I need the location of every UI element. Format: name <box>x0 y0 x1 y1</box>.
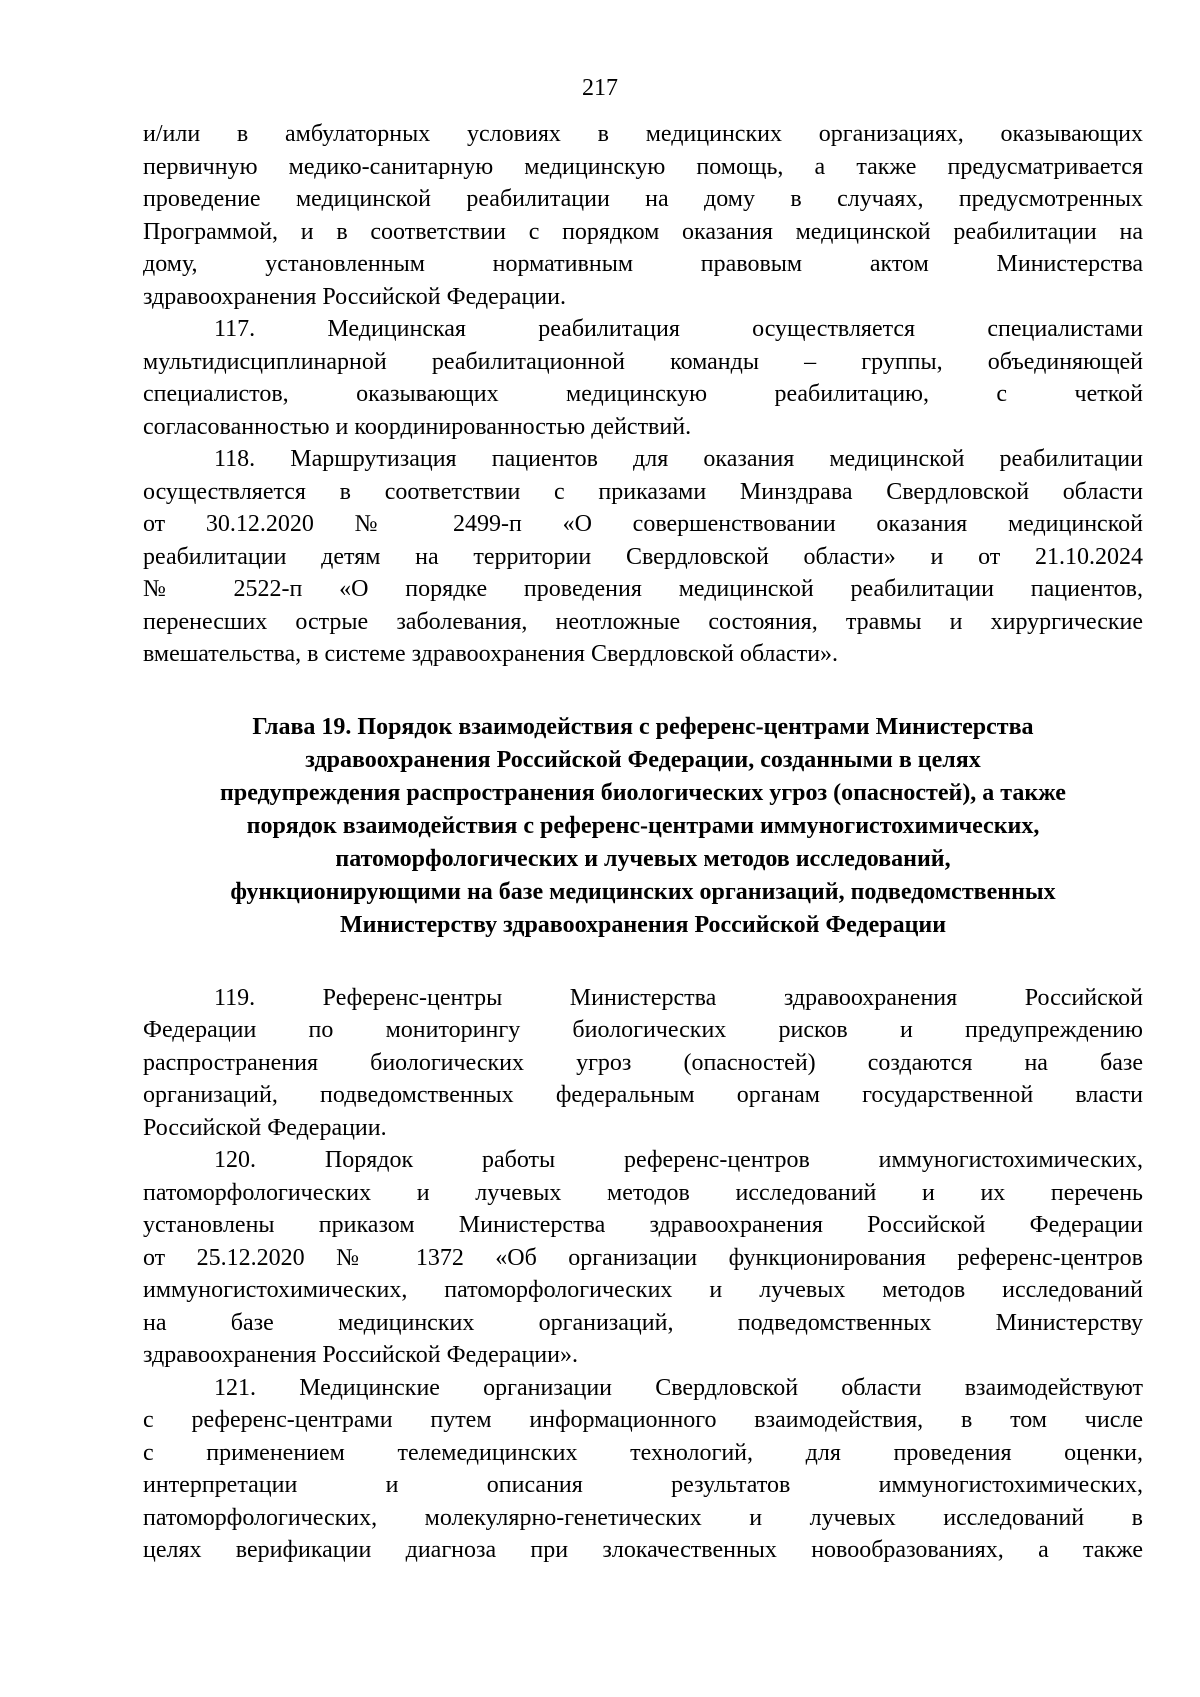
text-line: 117. Медицинская реабилитация осуществляется специалистами <box>214 316 1143 342</box>
heading-line: порядок взаимодействия с референс-центрами иммуногистохимических, <box>246 812 1040 839</box>
paragraph-118 <box>143 443 1143 671</box>
text-line: здравоохранения Российской Федерации». <box>143 1342 578 1368</box>
text-line: патоморфологических, молекулярно-генетических и лучевых исследований в <box>143 1504 1143 1531</box>
text-line: с применением телемедицинских технологий, для проведения оценки, <box>143 1439 1143 1466</box>
chapter-heading <box>143 711 1143 942</box>
text-line: с референс-центрами путем информационного взаимодействия, в том числе <box>143 1407 1143 1433</box>
text-line: вмешательства, в системе здравоохранения Свердловской области». <box>143 641 839 667</box>
text-line: согласованностью и координированностью действий. <box>143 413 692 440</box>
text-line: здравоохранения Российской Федерации. <box>143 283 566 310</box>
heading-line: Министерству здравоохранения Российской Федерации <box>339 911 947 938</box>
text-line: Программой, и в соответствии с порядком оказания медицинской реабилитации на <box>143 218 1143 245</box>
paragraph-117 <box>143 313 1143 443</box>
text-line: проведение медицинской реабилитации на дому в случаях, предусмотренных <box>143 186 1143 212</box>
text-line: от 30.12.2020 № 2499-п «О совершенствовании оказания медицинской <box>143 511 1143 537</box>
text-line: специалистов, оказывающих медицинскую реабилитацию, с четкой <box>143 381 1143 407</box>
text-line: осуществляется в соответствии с приказами Минздрава Свердловской области <box>143 478 1143 505</box>
text-line: на базе медицинских организаций, подведомственных Министерству <box>143 1309 1143 1336</box>
heading-line: функционирующими на базе медицинских организаций, подведомственных <box>230 878 1056 905</box>
heading-line: предупреждения распространения биологических угроз (опасностей), а также <box>220 779 1066 806</box>
page-number: 217 <box>582 75 618 101</box>
text-line: организаций, подведомственных федеральным органам государственной власти <box>143 1082 1143 1108</box>
text-line: дому, установленным нормативным правовым актом Министерства <box>143 251 1143 277</box>
text-line: 118. Маршрутизация пациентов для оказания медицинской реабилитации <box>214 446 1143 472</box>
text-line: установлены приказом Министерства здравоохранения Российской Федерации <box>143 1212 1143 1238</box>
text-line: иммуногистохимических, патоморфологических и лучевых методов исследований <box>143 1277 1143 1303</box>
heading-line: Глава 19. Порядок взаимодействия с референс-центрами Министерства <box>252 713 1034 740</box>
paragraph-120 <box>143 1144 1143 1372</box>
text-line: перенесших острые заболевания, неотложные состояния, травмы и хирургические <box>143 608 1143 635</box>
text-line: 119. Референс-центры Министерства здравоохранения Российской <box>214 984 1143 1011</box>
text-line: 120. Порядок работы референс-центров иммуногистохимических, <box>214 1147 1143 1173</box>
text-line: Российской Федерации. <box>143 1114 387 1141</box>
text-line: первичную медико-санитарную медицинскую помощь, а также предусматривается <box>143 153 1143 180</box>
text-line: 121. Медицинские организации Свердловской области взаимодействуют <box>214 1374 1143 1401</box>
text-line: распространения биологических угроз (опасностей) создаются на базе <box>143 1049 1143 1076</box>
paragraph-119 <box>143 982 1143 1145</box>
text-line: и/или в амбулаторных условиях в медицинских организациях, оказывающих <box>143 121 1143 147</box>
document-body <box>143 118 1143 1567</box>
paragraph-121 <box>143 1372 1143 1567</box>
text-line: от 25.12.2020 № 1372 «Об организации функционирования референс-центров <box>143 1244 1143 1271</box>
text-line: целях верификации диагноза при злокачественных новообразованиях, а также <box>143 1537 1143 1563</box>
text-line: реабилитации детям на территории Свердловской области» и от 21.10.2024 <box>143 543 1143 570</box>
heading-line: здравоохранения Российской Федерации, созданными в целях <box>305 746 981 773</box>
text-line: патоморфологических и лучевых методов исследований и их перечень <box>143 1179 1143 1206</box>
text-line: мультидисциплинарной реабилитационной команды – группы, объединяющей <box>143 348 1143 375</box>
text-line: Федерации по мониторингу биологических рисков и предупреждению <box>143 1017 1143 1043</box>
text-line: интерпретации и описания результатов иммуногистохимических, <box>143 1472 1143 1498</box>
heading-line: патоморфологических и лучевых методов исследований, <box>335 845 951 872</box>
paragraph-continuation <box>143 118 1143 313</box>
text-line: № 2522-п «О порядке проведения медицинской реабилитации пациентов, <box>143 576 1143 602</box>
